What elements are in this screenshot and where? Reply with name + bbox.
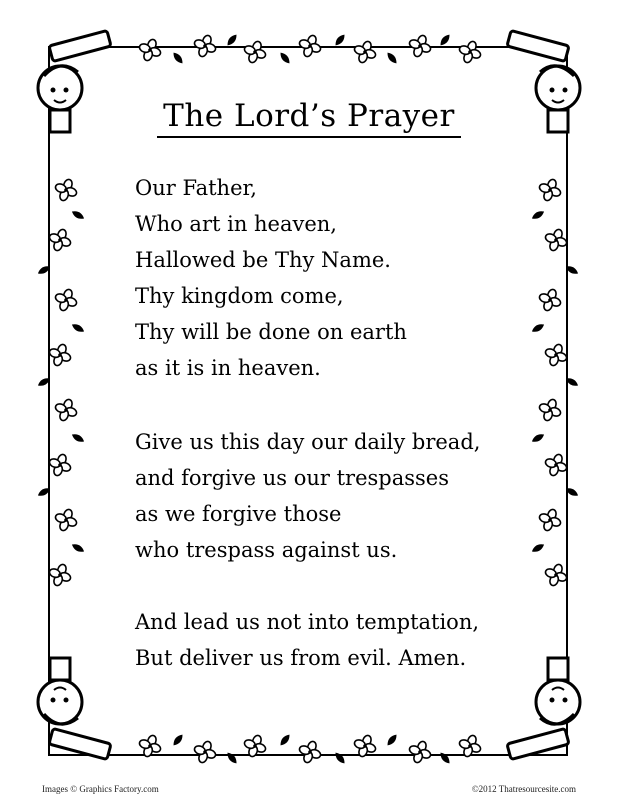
leaf-icon bbox=[36, 262, 52, 278]
flower-icon bbox=[48, 343, 72, 367]
prayer-stanza-2 bbox=[135, 424, 555, 568]
leaf-icon bbox=[70, 320, 86, 336]
leaf-icon bbox=[332, 750, 348, 766]
flower-icon bbox=[458, 734, 482, 758]
leaf-icon bbox=[170, 732, 186, 748]
prayer-line: and forgive us our trespasses bbox=[135, 466, 450, 490]
leaf-icon bbox=[36, 484, 52, 500]
leaf-icon bbox=[437, 32, 453, 48]
prayer-line: Hallowed be Thy Name. bbox=[135, 248, 391, 272]
flower-icon bbox=[193, 34, 217, 58]
leaf-icon bbox=[70, 207, 86, 223]
flower-icon bbox=[243, 40, 267, 64]
prayer-stanza-3 bbox=[135, 604, 555, 676]
leaf-icon bbox=[384, 50, 400, 66]
leaf-icon bbox=[224, 750, 240, 766]
flower-icon bbox=[54, 288, 78, 312]
leaf-icon bbox=[224, 32, 240, 48]
page-title: The Lord’s Prayer bbox=[0, 98, 618, 134]
leaf-icon bbox=[437, 750, 453, 766]
leaf-icon bbox=[332, 32, 348, 48]
flower-icon bbox=[48, 453, 72, 477]
leaf-icon bbox=[277, 50, 293, 66]
flower-icon bbox=[48, 563, 72, 587]
prayer-line: Thy will be done on earth bbox=[135, 320, 407, 344]
prayer-line: as we forgive those bbox=[135, 502, 342, 526]
flower-icon bbox=[54, 508, 78, 532]
leaf-icon bbox=[170, 50, 186, 66]
flower-icon bbox=[353, 40, 377, 64]
flower-icon bbox=[353, 734, 377, 758]
leaf-icon bbox=[277, 732, 293, 748]
prayer-line: But deliver us from evil. Amen. bbox=[135, 646, 467, 670]
leaf-icon bbox=[70, 540, 86, 556]
flower-icon bbox=[54, 398, 78, 422]
flower-icon bbox=[48, 228, 72, 252]
prayer-line: And lead us not into temptation, bbox=[135, 610, 480, 634]
child-figure-icon bbox=[30, 652, 120, 762]
leaf-icon bbox=[564, 484, 580, 500]
leaf-icon bbox=[564, 262, 580, 278]
copyright-notice: ©2012 Thatresourcesite.com bbox=[471, 784, 576, 794]
prayer-line: who trespass against us. bbox=[135, 538, 398, 562]
prayer-stanza-1 bbox=[135, 170, 555, 386]
flower-icon bbox=[243, 734, 267, 758]
flower-icon bbox=[538, 398, 562, 422]
prayer-line: as it is in heaven. bbox=[135, 356, 321, 380]
prayer-line: Our Father, bbox=[135, 176, 257, 200]
flower-icon bbox=[138, 38, 162, 62]
flower-icon bbox=[408, 34, 432, 58]
flower-icon bbox=[298, 34, 322, 58]
image-credit: Images © Graphics Factory.com bbox=[42, 784, 159, 794]
prayer-line: Give us this day our daily bread, bbox=[135, 430, 481, 454]
flower-icon bbox=[54, 178, 78, 202]
leaf-icon bbox=[384, 732, 400, 748]
flower-icon bbox=[458, 40, 482, 64]
prayer-line: Who art in heaven, bbox=[135, 212, 337, 236]
flower-icon bbox=[298, 740, 322, 764]
flower-icon bbox=[408, 740, 432, 764]
leaf-icon bbox=[70, 430, 86, 446]
leaf-icon bbox=[564, 374, 580, 390]
prayer-line: Thy kingdom come, bbox=[135, 284, 344, 308]
leaf-icon bbox=[36, 374, 52, 390]
flower-icon bbox=[193, 740, 217, 764]
flower-icon bbox=[138, 734, 162, 758]
